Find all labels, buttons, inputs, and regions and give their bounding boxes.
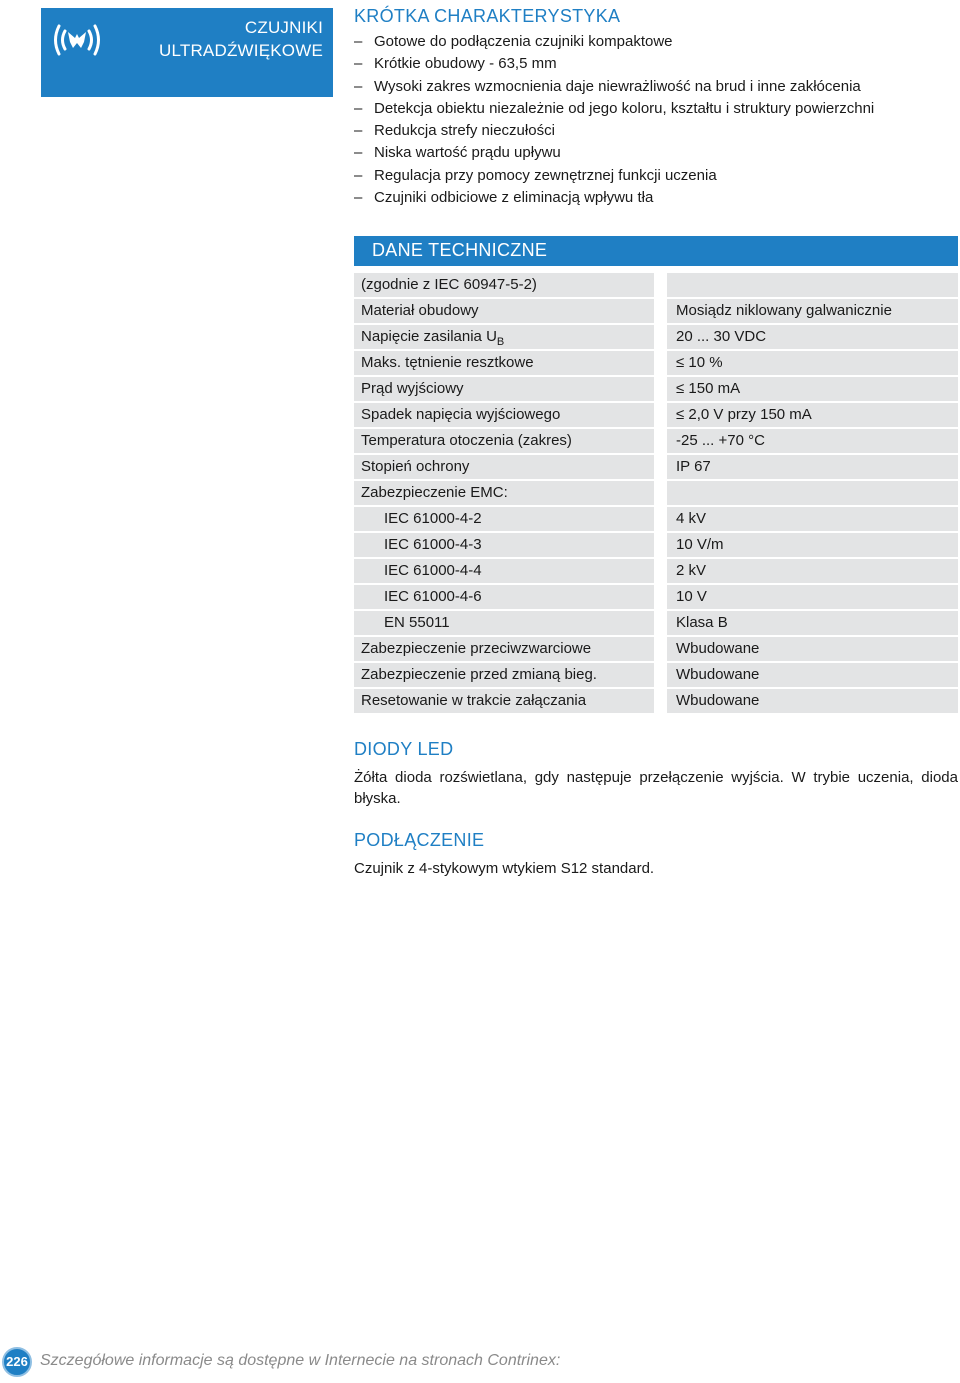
tech-label [354,636,654,662]
tech-value: 20 ... 30 VDC [667,324,958,350]
dash-icon: – [354,166,363,184]
tech-label [354,532,654,558]
tech-row [354,584,958,610]
tech-label-text: IEC 61000-4-2 [384,510,482,527]
category-title-line2: ULTRADŹWIĘKOWE [159,41,323,60]
tech-row [354,662,958,688]
tech-label-subscript: B [496,336,505,348]
category-title-line1: CZUJNIKI [244,18,323,37]
tech-label [354,376,654,402]
tech-row [354,480,958,506]
footer-text: Szczegółowe informacje są dostępne w Internecie na stronach Contrinex: [40,1352,561,1369]
tech-row [354,558,958,584]
features-list [354,31,874,209]
tech-label-text: Maks. tętnienie resztkowe [361,354,534,371]
tech-value: Klasa B [667,610,958,636]
feature-item [354,142,874,164]
tech-table [354,272,958,714]
tech-row [354,324,958,350]
dash-icon: – [354,122,363,140]
feature-text: Gotowe do podłączenia czujniki kompaktowe [374,33,673,50]
dash-icon: – [354,55,363,73]
feature-item [354,165,874,187]
feature-item [354,53,874,75]
tech-value: ≤ 10 % [667,350,958,376]
tech-value [667,272,958,298]
tech-row [354,376,958,402]
feature-text: Regulacja przy pomocy zewnętrznej funkcji uczenia [374,166,717,184]
tech-label-text: IEC 61000-4-3 [384,536,482,553]
tech-heading: DANE TECHNICZNE [372,240,548,260]
tech-label-text: Resetowanie w trakcie załączania [361,692,587,709]
page-number: 226 [2,1347,32,1377]
tech-label [354,428,654,454]
tech-value: Mosiądz niklowany galwanicznie [667,298,958,324]
tech-row [354,636,958,662]
tech-label-text: Temperatura otoczenia (zakres) [361,432,572,449]
tech-label-text: Stopień ochrony [361,458,470,475]
tech-label-text: Napięcie zasilania U [361,328,497,345]
feature-item [354,98,874,120]
feature-item [354,187,874,209]
feature-item [354,76,874,98]
feature-text: Niska wartość prądu upływu [374,144,561,162]
feature-text: Krótkie obudowy - 63,5 mm [374,55,557,73]
features-heading: KRÓTKA CHARAKTERYSTYKA [354,6,621,26]
tech-label [354,454,654,480]
tech-row [354,272,958,298]
dash-icon: – [354,33,363,50]
tech-label [354,506,654,532]
tech-label-text: Zabezpieczenie przed zmianą bieg. [361,666,597,683]
feature-text: Czujniki odbiciowe z eliminacją wpływu tła [374,189,654,207]
tech-row [354,298,958,324]
tech-value: ≤ 2,0 V przy 150 mA [667,402,958,428]
tech-label-text: EN 55011 [384,614,450,631]
tech-row [354,454,958,480]
led-text: Żółta dioda rozświetlana, gdy następuje przełączenie wyjścia. W trybie uczenia, dioda błyska. [354,769,958,807]
tech-label [354,324,654,350]
tech-label-text: Materiał obudowy [361,302,479,319]
tech-row [354,402,958,428]
tech-row [354,610,958,636]
dash-icon: – [354,144,363,162]
tech-heading-bar [354,236,958,266]
tech-label [354,610,654,636]
tech-value: 2 kV [667,558,958,584]
tech-row [354,688,958,714]
tech-label [354,350,654,376]
tech-label-text: (zgodnie z IEC 60947-5-2) [361,276,537,293]
connection-heading: PODŁĄCZENIE [354,830,485,850]
ultrasonic-sensor-icon [51,22,103,58]
tech-value: 4 kV [667,506,958,532]
tech-label-text: Spadek napięcia wyjściowego [361,406,561,423]
tech-label [354,688,654,714]
dash-icon: – [354,189,363,207]
tech-value: 10 V [667,584,958,610]
tech-label [354,402,654,428]
feature-text: Wysoki zakres wzmocnienia daje niewrażliwość na brud i inne zakłócenia [374,77,861,95]
feature-text: Redukcja strefy nieczułości [374,122,555,140]
tech-label [354,584,654,610]
feature-item [354,120,874,142]
dash-icon: – [354,77,363,95]
tech-value: Wbudowane [667,662,958,688]
tech-label-text: IEC 61000-4-6 [384,588,482,605]
connection-text: Czujnik z 4-stykowym wtykiem S12 standard. [354,860,655,877]
led-heading: DIODY LED [354,739,454,759]
dash-icon: – [354,99,363,117]
tech-value: 10 V/m [667,532,958,558]
tech-value: -25 ... +70 °C [667,428,958,454]
tech-label [354,662,654,688]
category-title [159,16,323,62]
tech-value: ≤ 150 mA [667,376,958,402]
tech-label [354,272,654,298]
tech-label [354,558,654,584]
tech-label-text: Zabezpieczenie przeciwzwarciowe [361,640,592,657]
tech-row [354,506,958,532]
tech-row [354,350,958,376]
tech-value: IP 67 [667,454,958,480]
tech-label-text: IEC 61000-4-4 [384,562,482,579]
tech-value: Wbudowane [667,636,958,662]
feature-text: Detekcja obiektu niezależnie od jego koloru, kształtu i struktury powierzchni [374,99,875,117]
category-box [41,8,333,97]
tech-row [354,428,958,454]
tech-label [354,480,654,506]
tech-label [354,298,654,324]
tech-value: Wbudowane [667,688,958,714]
tech-label-text: Prąd wyjściowy [361,380,464,397]
tech-label-text: Zabezpieczenie EMC: [361,484,508,501]
tech-value [667,480,958,506]
feature-item [354,31,874,53]
tech-row [354,532,958,558]
